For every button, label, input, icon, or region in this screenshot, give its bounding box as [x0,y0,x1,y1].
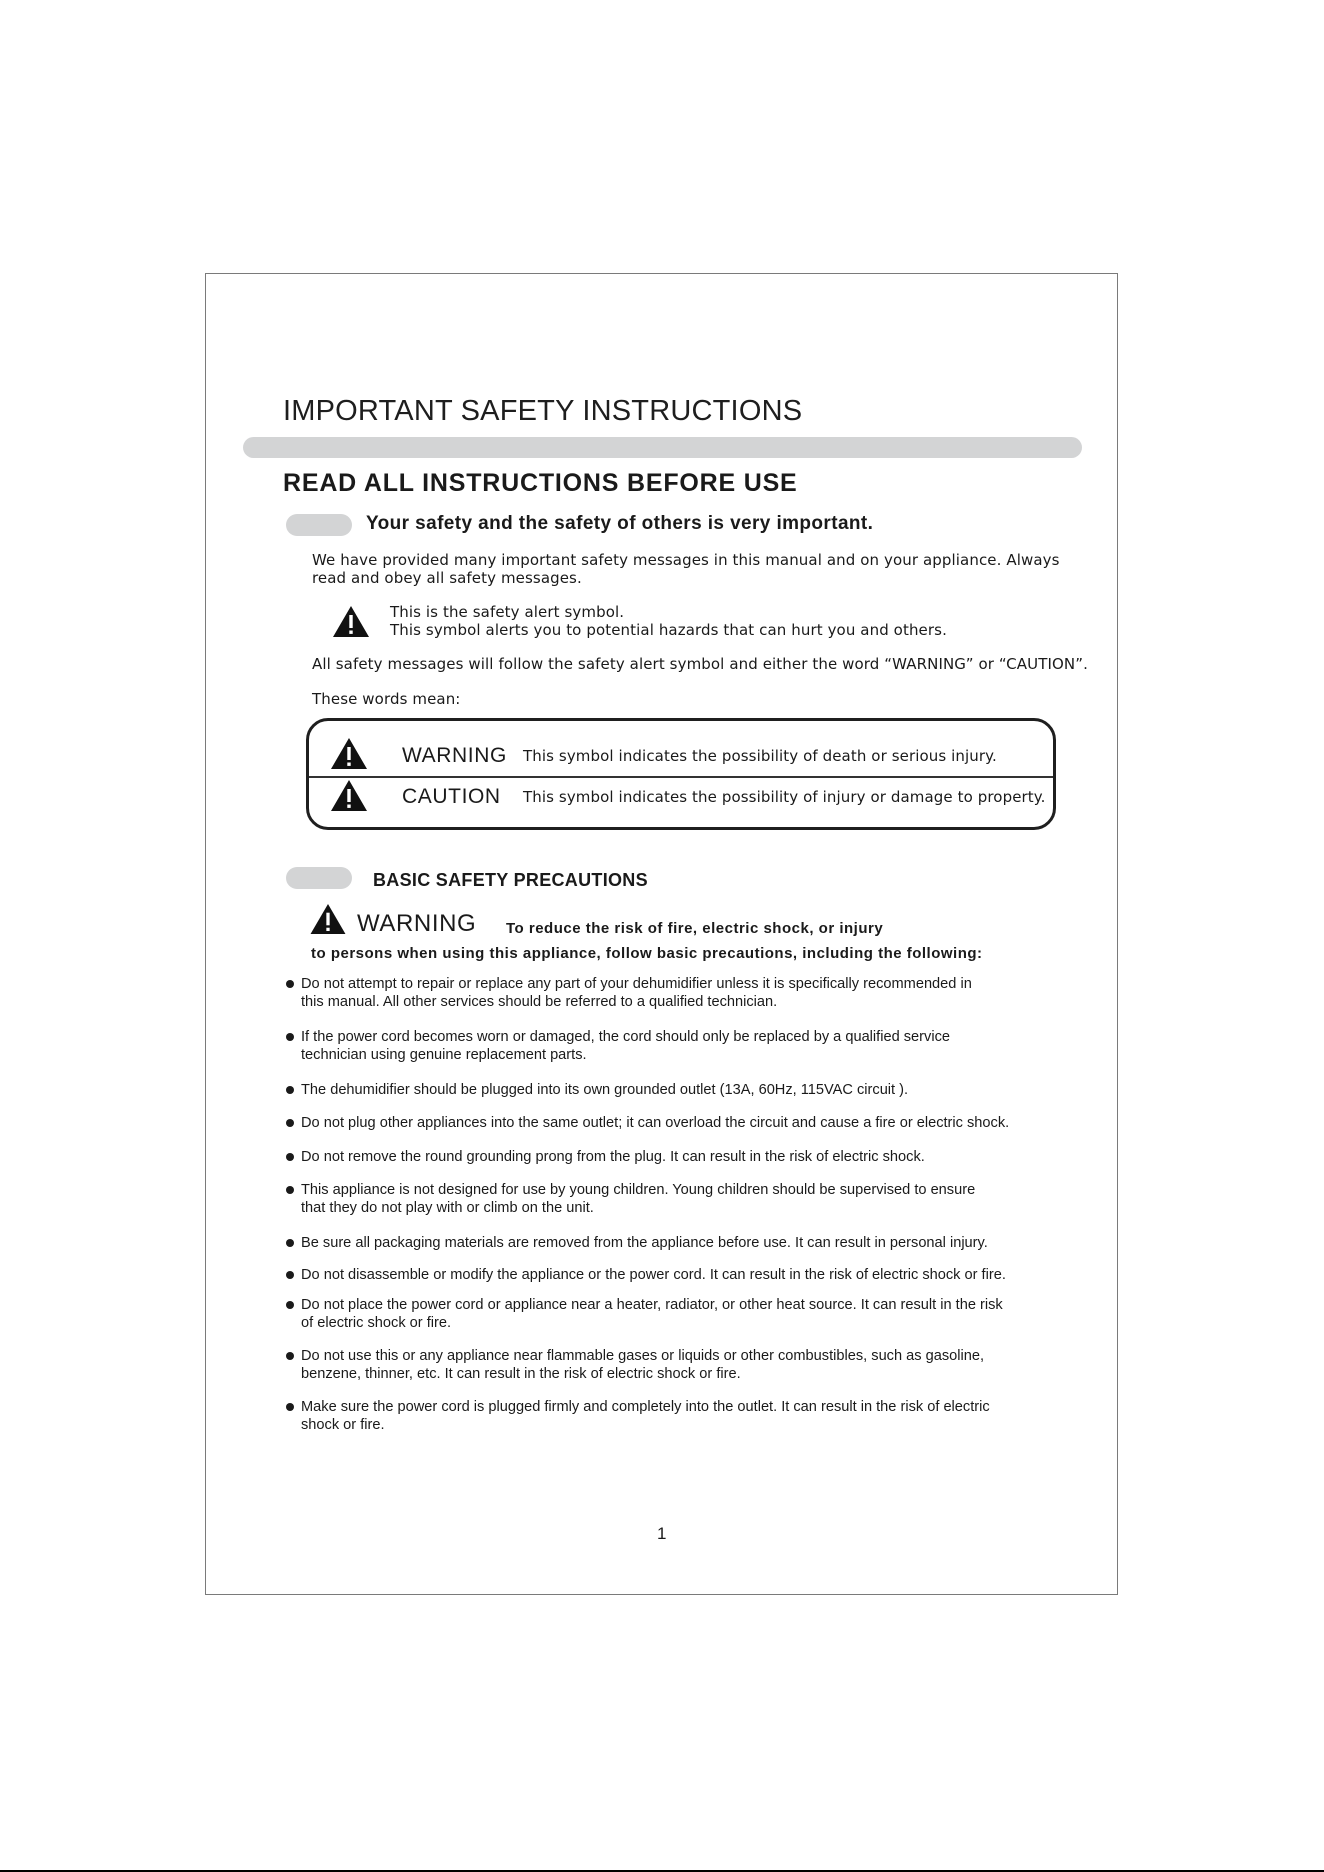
bullet-dot [286,1301,294,1309]
warning-triangle-icon [330,779,368,812]
alert-line-2: This symbol alerts you to potential hazards that can hurt you and others. [390,621,947,639]
title-divider-bar [243,437,1082,458]
precaution-line: Do not disassemble or modify the appliance or the power cord. It can result in the risk of electric shock or fire. [301,1267,1006,1283]
alert-symbol-description [390,603,947,639]
read-all-heading: READ ALL INSTRUCTIONS BEFORE USE [283,469,798,497]
precaution-line: shock or fire. [301,1417,385,1433]
meanings-divider [309,776,1053,778]
bullet-dot [286,1119,294,1127]
bullet-dot [286,1153,294,1161]
basic-safety-heading: BASIC SAFETY PRECAUTIONS [373,870,648,890]
warning-triangle-icon [309,903,347,935]
bullet-dot [286,1086,294,1094]
precaution-item [284,1398,1084,1434]
precaution-item [284,975,1084,1011]
precaution-line: of electric shock or fire. [301,1315,452,1331]
warning-line-2: to persons when using this appliance, follow basic precautions, including the following: [311,945,983,962]
bullet-dot [286,1239,294,1247]
precaution-item [284,1296,1084,1332]
precaution-line: benzene, thinner, etc. It can result in the risk of electric shock or fire. [301,1366,741,1382]
precaution-line: Do not use this or any appliance near flammable gases or liquids or other combustibles, such as gasoline, [301,1348,985,1364]
precaution-line: that they do not play with or climb on the unit. [301,1200,594,1216]
meanings-box [306,718,1056,830]
bullet-dot [286,1033,294,1041]
precaution-line: Do not attempt to repair or replace any part of your dehumidifier unless it is specifically recommended in [301,976,972,992]
warning-meaning: This symbol indicates the possibility of death or serious injury. [523,747,997,765]
precaution-item [284,1114,1084,1132]
bullet-dot [286,1271,294,1279]
precautions-list [284,975,1084,1434]
precaution-item [284,1148,1084,1166]
bullet-dot [286,1352,294,1360]
intro-line-2: read and obey all safety messages. [312,569,582,587]
safety-heading: Your safety and the safety of others is very important. [366,513,874,534]
page-title: IMPORTANT SAFETY INSTRUCTIONS [283,395,803,427]
page-number: 1 [657,1524,667,1543]
bullet-dot [286,1186,294,1194]
precaution-line: If the power cord becomes worn or damaged, the cord should only be replaced by a qualified service [301,1029,950,1045]
follow-text: All safety messages will follow the safety alert symbol and either the word “WARNING” or “CAUTION”. [312,655,1088,673]
caution-meaning: This symbol indicates the possibility of injury or damage to property. [523,788,1046,806]
precaution-item [284,1234,1084,1252]
intro-line-1: We have provided many important safety messages in this manual and on your appliance. Always [312,551,1060,569]
warning-triangle-icon [332,605,370,638]
precaution-item [284,1028,1084,1064]
caution-word: CAUTION [402,785,501,808]
precaution-line: Do not remove the round grounding prong from the plug. It can result in the risk of electric shock. [301,1149,925,1165]
precaution-line: technician using genuine replacement parts. [301,1047,587,1063]
section-marker-pill [286,514,352,536]
warning-line-1: To reduce the risk of fire, electric shock, or injury [506,920,884,937]
intro-paragraph [312,551,1060,587]
warning-triangle-icon [330,737,368,770]
precaution-line: Be sure all packaging materials are removed from the appliance before use. It can result in personal injury. [301,1235,988,1251]
precaution-line: The dehumidifier should be plugged into its own grounded outlet (13A, 60Hz, 115VAC circuit ). [301,1082,909,1098]
precaution-line: Do not plug other appliances into the same outlet; it can overload the circuit and cause a fire or electric shock. [301,1115,1010,1131]
basic-warning-word: WARNING [357,910,477,937]
section-marker-pill [286,867,352,889]
alert-line-1: This is the safety alert symbol. [390,603,625,621]
bullet-dot [286,980,294,988]
warning-word: WARNING [402,744,507,767]
words-mean-text: These words mean: [312,690,461,708]
precaution-line: Make sure the power cord is plugged firmly and completely into the outlet. It can result in the risk of electric [301,1399,990,1415]
bullet-dot [286,1403,294,1411]
precaution-item [284,1266,1084,1284]
precaution-item [284,1347,1084,1383]
precaution-line: This appliance is not designed for use by young children. Young children should be supervised to ensure [301,1182,976,1198]
precaution-item [284,1081,1084,1099]
precaution-item [284,1181,1084,1217]
precaution-line: Do not place the power cord or appliance near a heater, radiator, or other heat source. It can result in the risk [301,1297,1003,1313]
precaution-line: this manual. All other services should be referred to a qualified technician. [301,994,778,1010]
